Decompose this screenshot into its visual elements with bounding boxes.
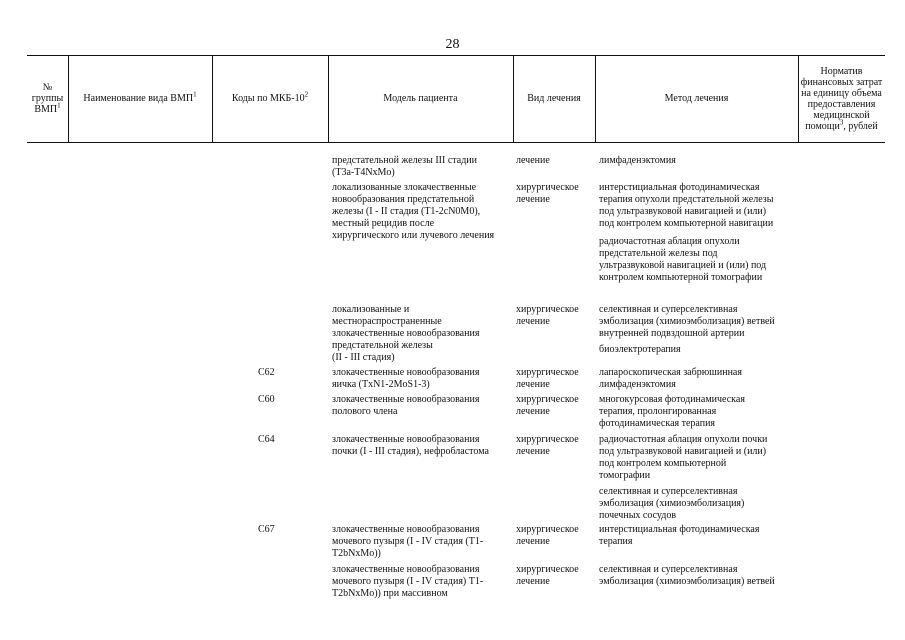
table-cell-model: локализованные и местнораспространенные злокачественные новообразования предстательной железы (II - III стадия) bbox=[332, 304, 480, 363]
table-cell-type: лечение bbox=[516, 155, 550, 166]
table-cell-model: злокачественные новообразования яичка (TxN1-2MoS1-3) bbox=[332, 367, 480, 390]
table-cell-method: многокурсовая фотодинамическая терапия, пролонгированная фотодинамическая терапия bbox=[599, 394, 745, 429]
table-cell-type: хирургическое лечение bbox=[516, 564, 579, 587]
table-cell-method: лимфаденэктомия bbox=[599, 155, 676, 166]
table-cell-type: хирургическое лечение bbox=[516, 367, 579, 390]
table-cell-code: C64 bbox=[258, 434, 275, 445]
table-cell-type: хирургическое лечение bbox=[516, 182, 579, 205]
header-treatment-method: Метод лечения bbox=[664, 93, 729, 104]
table-cell-method: лапароскопическая забрюшинная лимфаденэктомия bbox=[599, 367, 742, 390]
table-cell-type: хирургическое лечение bbox=[516, 524, 579, 547]
table-cell-model: локализованные злокачественные новообразования предстательной железы (I - II стадия (T1-2cN0M0), местный рецидив после хирургического или лучевого лечения bbox=[332, 182, 495, 241]
table-cell-method: интерстициальная фотодинамическая терапия опухоли предстательной железы под ультразвуковой навигацией и (или) под контролем компьютерной навигации bbox=[599, 182, 774, 229]
table-cell-method: селективная и суперселективная эмболизация (химиоэмболизация) ветвей внутренней подвздошной артерии bbox=[599, 304, 775, 339]
table-cell-method: селективная и суперселективная эмболизация (химиоэмболизация) ветвей bbox=[599, 564, 775, 587]
table-cell-method: интерстициальная фотодинамическая терапия bbox=[599, 524, 760, 547]
header-icd-codes: Коды по МКБ-$10^2$ bbox=[231, 90, 309, 104]
page-number: 28 bbox=[445, 37, 460, 52]
header-vmp-name: Наименование вида ВМП$^1$ bbox=[83, 90, 197, 104]
table-cell-model: предстательной железы III стадии (T3a-T4NxMo) bbox=[332, 155, 478, 178]
header-cost-standard: Норматив финансовых затрат на единицу объема предоставления медицинской помощи$^3$, рублей bbox=[800, 65, 883, 132]
table-cell-code: C62 bbox=[258, 367, 275, 378]
header-patient-model: Модель пациента bbox=[383, 93, 458, 104]
table-cell-method: радиочастотная аблация опухоли предстательной железы под ультразвуковой навигацией и (или) под контролем компьютерной томографии bbox=[599, 236, 767, 283]
table-cell-model: злокачественные новообразования мочевого пузыря (I - IV стадия (T1- T2bNxMo)) bbox=[332, 524, 484, 559]
header-treatment-type: Вид лечения bbox=[527, 93, 581, 104]
table-cell-type: хирургическое лечение bbox=[516, 434, 579, 457]
table-cell-model: злокачественные новообразования почки (I - III стадия), нефробластома bbox=[332, 434, 489, 457]
table-cell-type: хирургическое лечение bbox=[516, 394, 579, 417]
table-cell-code: C67 bbox=[258, 524, 275, 535]
header-group-number: № группы ВМП$^1$ bbox=[31, 82, 64, 115]
table-cell-method: селективная и суперселективная эмболизация (химиоэмболизация) почечных сосудов bbox=[599, 486, 745, 521]
table-cell-type: хирургическое лечение bbox=[516, 304, 579, 327]
table-cell-model: злокачественные новообразования полового члена bbox=[332, 394, 480, 417]
table-cell-method: радиочастотная аблация опухоли почки под ультразвуковой навигацией и (или) под контролем компьютерной томографии bbox=[599, 434, 768, 481]
table-cell-model: злокачественные новообразования мочевого пузыря (I - IV стадия) T1- T2bNxMo)) при массивном bbox=[332, 564, 484, 599]
header-bottom-rule bbox=[27, 142, 885, 143]
table-cell-method: биоэлектротерапия bbox=[599, 344, 681, 355]
table-cell-code: C60 bbox=[258, 394, 275, 405]
